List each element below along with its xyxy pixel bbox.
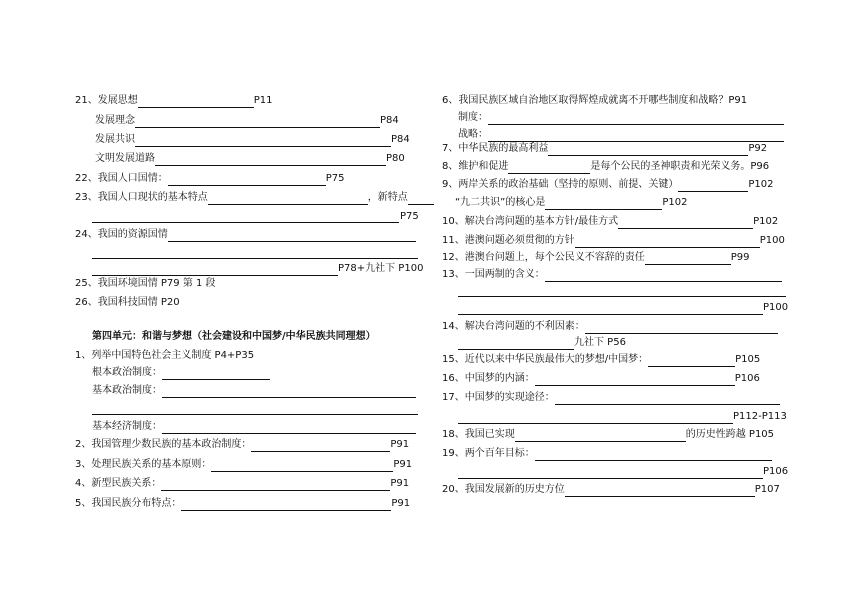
q14-label: 14、解决台湾问题的不利因素： <box>442 321 585 332</box>
q1c <box>92 420 416 434</box>
q13-answer-line-2[interactable] <box>458 296 786 297</box>
q19 <box>442 447 772 461</box>
q1: 1、列举中国特色社会主义制度 P4+P35 <box>75 350 255 361</box>
q21b <box>95 133 410 147</box>
q2-answer-blank[interactable] <box>251 440 390 452</box>
q16-page: P106 <box>734 373 760 384</box>
q18-answer-blank[interactable] <box>515 430 686 442</box>
q5-label: 5、我国民族分布特点： <box>75 498 182 509</box>
q10 <box>442 215 778 229</box>
q20-page: P107 <box>754 484 780 495</box>
q9 <box>442 178 774 192</box>
q20 <box>442 483 780 497</box>
q7 <box>442 142 767 156</box>
q16 <box>442 372 760 386</box>
q3 <box>75 458 412 472</box>
q19-label: 19、两个百年目标： <box>442 448 535 459</box>
q13-last <box>458 301 788 315</box>
q13-answer-blank-3[interactable] <box>458 303 763 315</box>
q21c-page: P80 <box>386 153 405 164</box>
q12-label: 12、港澳台问题上，每个公民义不容辞的责任 <box>442 252 645 263</box>
q21 <box>75 94 273 108</box>
q21a <box>95 114 399 128</box>
q12 <box>442 251 750 265</box>
q9-label: 9、两岸关系的政治基础（坚持的原则、前提、关键） <box>442 179 679 190</box>
q6: 6、我国民族区域自治地区取得辉煌成就离不开哪些制度和战略？P91 <box>442 95 748 106</box>
q9a-answer-blank[interactable] <box>545 198 662 210</box>
q21b-page: P84 <box>391 134 410 145</box>
q7-page: P92 <box>748 143 768 154</box>
q1c-label: 基本经济制度： <box>92 421 162 432</box>
q9-answer-blank[interactable] <box>678 180 748 192</box>
q1a <box>92 366 270 380</box>
q26: 26、我国科技国情 P20 <box>75 297 180 308</box>
q24-page: P78+九社下 P100 <box>338 263 424 274</box>
q5-answer-blank[interactable] <box>181 499 391 511</box>
q8-tail: 是每个公民的圣神职责和光荣义务。P96 <box>590 161 770 172</box>
q24-answer-blank[interactable] <box>168 230 416 242</box>
q21b-answer-blank[interactable] <box>135 135 391 147</box>
q24 <box>75 228 416 242</box>
q23-answer-blank-2[interactable] <box>408 193 434 205</box>
q6b-answer-blank[interactable] <box>488 130 784 142</box>
q2-page: P91 <box>390 439 410 450</box>
q24-last <box>92 262 423 276</box>
q2 <box>75 438 409 452</box>
q4 <box>75 477 409 491</box>
q24-label: 24、我国的资源国情 <box>75 229 168 240</box>
q2-label: 2、我国管理少数民族的基本政治制度： <box>75 439 252 450</box>
q5 <box>75 497 410 511</box>
q6b-label: 战略： <box>458 129 488 140</box>
q14-page: 九社下 P56 <box>574 337 626 348</box>
q17-answer-blank[interactable] <box>555 393 780 405</box>
q9a <box>455 196 688 210</box>
q17-answer-blank-2[interactable] <box>458 412 733 424</box>
q14-last <box>458 336 626 350</box>
q14 <box>442 320 778 334</box>
unit4-heading: 第四单元：和谐与梦想（社会建设和中国梦/中华民族共同理想） <box>92 331 376 342</box>
q24-answer-blank-3[interactable] <box>92 264 338 276</box>
q5-page: P91 <box>391 498 411 509</box>
q17-page: P112-P113 <box>733 411 787 422</box>
q11-page: P100 <box>759 235 785 246</box>
q13-page: P100 <box>763 302 789 313</box>
q21c-label: 文明发展道路 <box>95 153 155 164</box>
q6a-label: 制度： <box>458 112 488 123</box>
q21b-label: 发展共识 <box>95 134 135 145</box>
q12-page: P99 <box>730 252 750 263</box>
q19-page: P106 <box>763 466 789 477</box>
q1a-answer-blank[interactable] <box>162 368 270 380</box>
q23-answer-line[interactable] <box>92 222 399 223</box>
q9a-page: P102 <box>662 197 688 208</box>
q17 <box>442 391 780 405</box>
q23-mid: ，新特点 <box>367 192 408 203</box>
q4-page: P91 <box>390 478 410 489</box>
q14-answer-blank[interactable] <box>585 322 778 334</box>
q17-last <box>458 410 787 424</box>
q1b-answer-line-2[interactable] <box>92 414 418 415</box>
q23-label: 23、我国人口现状的基本特点 <box>75 192 208 203</box>
q8 <box>442 160 769 174</box>
q21c-answer-blank[interactable] <box>155 154 386 166</box>
q18-label: 18、我国已实现 <box>442 429 515 440</box>
q21c <box>95 152 405 166</box>
q6a-answer-blank[interactable] <box>488 113 784 125</box>
q1c-answer-blank[interactable] <box>162 422 416 434</box>
q11-answer-blank[interactable] <box>575 236 760 248</box>
q22 <box>75 172 345 186</box>
q13-label: 13、一国两制的含义： <box>442 269 545 280</box>
q23-answer-blank-1[interactable] <box>208 193 368 205</box>
q18 <box>442 428 774 442</box>
q22-page: P75 <box>325 173 345 184</box>
q15-label: 15、近代以来中华民族最伟大的梦想/中国梦： <box>442 354 649 365</box>
q21a-answer-blank[interactable] <box>135 116 380 128</box>
q6b <box>458 128 784 142</box>
q22-label: 22、我国人口国情： <box>75 173 168 184</box>
q24-answer-line-2[interactable] <box>92 258 418 259</box>
q18-tail: 的历史性跨越 P105 <box>685 429 775 440</box>
q19-last <box>458 465 788 479</box>
q23-page: P75 <box>400 211 419 222</box>
q15-page: P105 <box>735 354 761 365</box>
q13-answer-blank[interactable] <box>545 270 782 282</box>
q6a <box>458 111 784 125</box>
q4-answer-blank[interactable] <box>161 479 390 491</box>
q16-label: 16、中国梦的内涵： <box>442 373 535 384</box>
q23 <box>75 191 434 205</box>
q21-page: P11 <box>253 95 273 106</box>
q11 <box>442 234 785 248</box>
q15-answer-blank[interactable] <box>648 355 735 367</box>
q7-label: 7、中华民族的最高利益 <box>442 143 549 154</box>
q1b <box>92 384 416 398</box>
q13 <box>442 268 782 282</box>
q22-answer-blank[interactable] <box>168 174 326 186</box>
q9a-label: “九二共识”的核心是 <box>455 197 546 208</box>
q21-answer-blank[interactable] <box>138 96 254 108</box>
q14-answer-blank-2[interactable] <box>458 338 574 350</box>
q1a-label: 根本政治制度： <box>92 367 162 378</box>
q19-answer-blank[interactable] <box>535 449 772 461</box>
q17-label: 17、中国梦的实现途径： <box>442 392 555 403</box>
q4-label: 4、新型民族关系： <box>75 478 162 489</box>
q10-answer-blank[interactable] <box>618 217 753 229</box>
q1b-answer-blank[interactable] <box>162 386 416 398</box>
q8-label: 8、维护和促进 <box>442 161 509 172</box>
q16-answer-blank[interactable] <box>535 374 735 386</box>
q3-label: 3、处理民族关系的基本原则： <box>75 459 212 470</box>
q12-answer-blank[interactable] <box>645 253 731 265</box>
q15 <box>442 353 760 367</box>
q7-answer-blank[interactable] <box>548 144 748 156</box>
q11-label: 11、港澳问题必须贯彻的方针 <box>442 235 575 246</box>
q20-answer-blank[interactable] <box>565 485 755 497</box>
q10-page: P102 <box>753 216 779 227</box>
q9-page: P102 <box>748 179 774 190</box>
q21a-page: P84 <box>380 115 399 126</box>
q1b-label: 基本政治制度： <box>92 385 162 396</box>
q10-label: 10、解决台湾问题的基本方针/最佳方式 <box>442 216 619 227</box>
q3-page: P91 <box>393 459 413 470</box>
q20-label: 20、我国发展新的历史方位 <box>442 484 565 495</box>
q8-answer-blank[interactable] <box>508 162 590 174</box>
q21-label: 21、发展思想 <box>75 95 138 106</box>
q19-answer-blank-2[interactable] <box>458 467 763 479</box>
q21a-label: 发展理念 <box>95 115 135 126</box>
q3-answer-blank[interactable] <box>211 460 393 472</box>
q25: 25、我国环境国情 P79 第 1 段 <box>75 278 216 289</box>
